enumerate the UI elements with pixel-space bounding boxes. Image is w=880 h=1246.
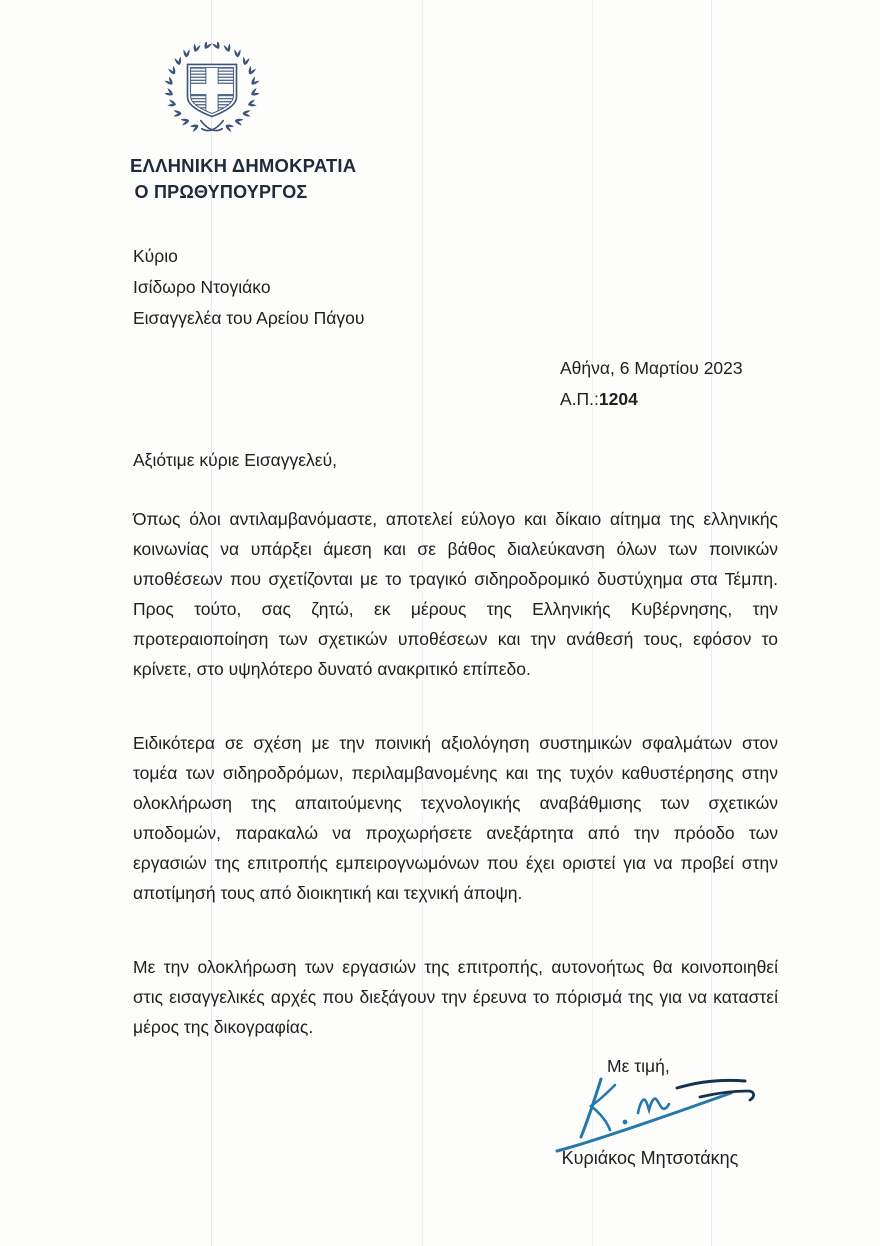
- paragraph: Ειδικότερα σε σχέση με την ποινική αξιολόγηση συστημικών σφαλμάτων στον τομέα των σιδηροδρόμων, περιλαμβανομένης και της τυχόν καθυστέρησης στην ολοκλήρωση της απαιτούμενης τεχνολογικής αναβάθμισης των σχετικών υποδομών, παρακαλώ να προχωρήσετε ανεξάρτητα από την πρόοδο των εργασιών της επιτροπής εμπειρογνωμόνων που έχει οριστεί για να προβεί στην αποτίμησή τους από διοικητική και τεχνική άποψη.: [133, 733, 778, 903]
- letterhead-office: Ο ΠΡΩΘΥΠΟΥΡΓΟΣ: [134, 182, 308, 202]
- letterhead-state: ΕΛΛΗΝΙΚΗ ΔΗΜΟΚΡΑΤΙΑ: [130, 155, 357, 176]
- paragraph: Όπως όλοι αντιλαμβανόμαστε, αποτελεί εύλογο και δίκαιο αίτημα της ελληνικής κοινωνίας να υπάρξει άμεση και σε βάθος διαλεύκανση όλων των ποινικών υποθέσεων που σχετίζονται με το τραγικό σιδηροδρομικό δυστύχημα στα Τέμπη. Προς τούτο, σας ζητώ, εκ μέρους της Ελληνικής Κυβέρνησης, την προτεραιοποίηση των σχετικών υποθέσεων και την ανάθεσή τους, εφόσον το κρίνετε, στο υψηλότερο δυνατό ανακριτικό επίπεδο.: [133, 509, 778, 679]
- dateline-block: [560, 353, 743, 415]
- valediction: Με τιμή,: [607, 1056, 670, 1076]
- paragraph: Με την ολοκλήρωση των εργασιών της επιτροπής, αυτονοήτως θα κοινοποιηθεί στις εισαγγελικές αρχές που διεξάγουν την έρευνα το πόρισμά της για να καταστεί μέρος της δικογραφίας.: [133, 957, 778, 1037]
- place-date: Αθήνα, 6 Μαρτίου 2023: [560, 358, 743, 378]
- protocol-number: 1204: [598, 389, 638, 409]
- recipient-line: Εισαγγελέα του Αρείου Πάγου: [133, 308, 365, 328]
- recipient-line: Ισίδωρο Ντογιάκο: [133, 277, 271, 297]
- letterhead: [130, 152, 357, 206]
- salutation: Αξιότιμε κύριε Εισαγγελεύ,: [133, 450, 338, 470]
- letter-body: [133, 504, 778, 1042]
- recipient-block: [133, 241, 364, 334]
- protocol-label: Α.Π.:: [560, 389, 599, 409]
- protocol-line: [560, 384, 743, 415]
- greek-coat-of-arms-icon: [161, 42, 263, 140]
- handwritten-signature-KM: [535, 1073, 765, 1158]
- signatory-name: Κυριάκος Μητσοτάκης: [561, 1148, 739, 1168]
- recipient-line: Κύριο: [133, 246, 178, 266]
